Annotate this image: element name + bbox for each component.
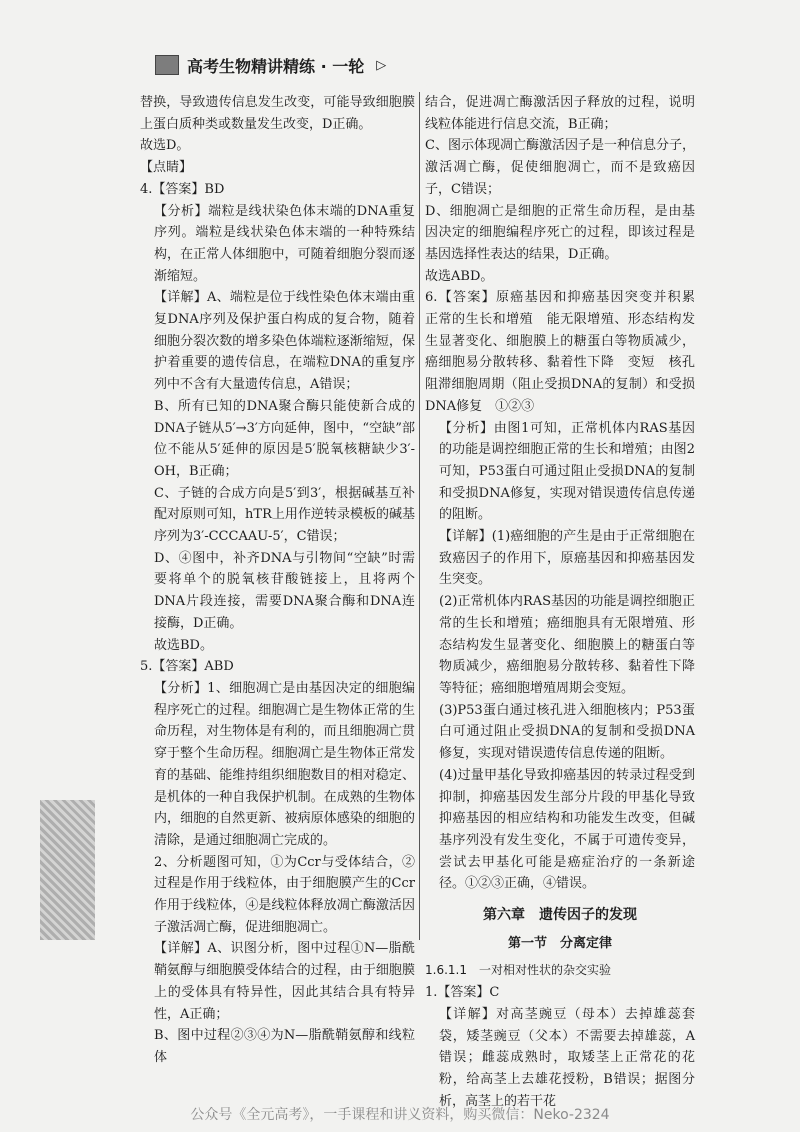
left-paragraph: 故选BD。 [154,637,213,653]
play-icon: ▷ [376,57,387,73]
page-header [155,50,386,80]
header-title: 高考生物精讲精练 · 一轮 [187,56,365,76]
left-paragraph: D、④图中，补齐DNA与引物间“空缺”时需要将单个的脱氧核苷酸链接上，且将两个DNA片段连接，需要DNA聚合酶和DNA连接酶，D正确。 [154,550,415,631]
right-paragraph: (3)P53蛋白通过核孔进入细胞核内；P53蛋白可通过阻止受损DNA的复制和受损DNA修复，实现对错误遗传信息传递的阻断。 [439,702,695,762]
column-divider [419,92,420,940]
left-paragraph: 【详解】A、端粒是位于线性染色体末端由重复DNA序列及保护蛋白构成的复合物，随着细胞分裂次数的增多染色体端粒逐渐缩短，保护着重要的遗传信息，在端粒DNA的重复序列中不含有大量遗传信息，A错误； [154,290,415,393]
footer-watermark: 公众号《全元高考》，一手课程和讲义资料，购买微信：Neko-2324 [190,1107,610,1123]
left-paragraph: 【点睛】 [140,160,193,176]
subsection-title: 1.6.1.1 一对相对性状的杂交实验 [425,963,611,978]
left-paragraph: B、所有已知的DNA聚合酶只能使新合成的DNA子链从5′→3′方向延伸，图中，“空缺”部位不能从5′延伸的原因是5′脱氧核糖缺少3′-OH，B正确； [154,398,415,479]
left-paragraph: C、子链的合成方向是5′到3′，根据碱基互补配对原则可知，hTR上用作逆转录模板的碱基序列为3′-CCCAAU-5′，C错误； [154,485,415,545]
right-paragraph: (4)过量甲基化导致抑癌基因的转录过程受到抑制，抑癌基因发生部分片段的甲基化导致抑癌基因的相应结构和功能发生改变，但碱基序列没有发生变化，不属于可遗传变异，尝试去甲基化可能是癌症治疗的一条新途径。①②③正确，④错误。 [439,767,695,892]
answer-heading: 5.【答案】ABD [140,659,234,675]
left-column [140,92,415,1069]
right-paragraph: 故选ABD。 [425,268,494,284]
right-paragraph: (2)正常机体内RAS基因的功能是调控细胞正常的生长和增殖；癌细胞具有无限增殖、形态结构发生显著变化、细胞膜上的糖蛋白等物质减少，癌细胞易分散转移、黏着性下降等特征；癌细胞增殖周期会变短。 [439,594,695,696]
left-paragraph: 替换，导致遗传信息发生改变，可能导致细胞膜上蛋白质种类或数量发生改变，D正确。 [140,95,415,132]
right-paragraph: 结合，促进凋亡酶激活因子释放的过程，说明线粒体能进行信息交流，B正确； [425,95,695,132]
left-paragraph: 【分析】1、细胞凋亡是由基因决定的细胞编程序死亡的过程。细胞凋亡是生物体正常的生命历程，对生物体是有利的，而且细胞凋亡贯穿于整个生命历程。细胞凋亡是生物体正常发育的基础、能维持组织细胞数目的相对稳定、是机体的一种自我保护机制。在成熟的生物体内，细胞的自然更新、被病原体感染的细胞的清除，是通过细胞凋亡完成的。 [154,680,415,848]
right-paragraph: 【详解】对高茎豌豆（母本）去掉雄蕊套袋，矮茎豌豆（父本）不需要去掉雄蕊，A错误；雌蕊成熟时，取矮茎上正常花的花粉，给高茎上去雄花授粉，B错误；据图分析，高茎上的若干花 [439,1006,695,1109]
answer-heading: 6.【答案】原癌基因和抑癌基因突变并积累 正常的生长和增殖 能无限增殖、形态结构发生显著变化、细胞膜上的糖蛋白等物质减少，癌细胞易分散转移、黏着性下降 变短 核孔 阻滞细胞周期（阻止受损DNA的复制）和受损DNA修复 ①②③ [425,290,709,414]
right-column [425,92,709,1112]
right-paragraph: D、细胞凋亡是细胞的正常生命历程，是由基因决定的细胞编程序死亡的过程，即该过程是基因选择性表达的结果，D正确。 [425,203,695,262]
left-paragraph: 【详解】A、识图分析，图中过程①N—脂酰鞘氨醇与细胞膜受体结合的过程，由于细胞膜上的受体具有特异性，因此其结合具有特异性，A正确； [154,941,415,1022]
answer-heading: 4.【答案】BD [140,181,225,197]
left-paragraph: 【分析】端粒是线状染色体末端的DNA重复序列。端粒是线状染色体末端的一种特殊结构，在正常人体细胞中，可随着细胞分裂而逐渐缩短。 [154,203,415,284]
right-paragraph: C、图示体现凋亡酶激活因子是一种信息分子，激活凋亡酶，促使细胞凋亡，而不是致癌因子，C错误； [425,138,695,197]
right-paragraph: 【分析】由图1可知，正常机体内RAS基因的功能是调控细胞正常的生长和增殖；由图2可知，P53蛋白可通过阻止受损DNA的复制和受损DNA修复，实现对错误遗传信息传递的阻断。 [439,420,695,523]
left-paragraph: B、图中过程②③④为N—脂酰鞘氨醇和线粒体 [154,1028,415,1065]
answer-heading: 1.【答案】C [425,985,500,1001]
left-paragraph: 2、分析题图可知，①为Ccr与受体结合，②过程是作用于线粒体，由于细胞膜产生的Ccr作用于线粒体，④是线粒体释放凋亡酶激活因子激活凋亡酶，促进细胞凋亡。 [154,854,415,935]
right-paragraph: 【详解】(1)癌细胞的产生是由于正常细胞在致癌因子的作用下，原癌基因和抑癌基因发生突变。 [439,529,695,588]
book-logo-icon [155,55,179,75]
section-title: 第一节 分离定律 [507,935,612,951]
chapter-title: 第六章 遗传因子的发现 [483,907,637,924]
left-paragraph: 故选D。 [140,138,190,154]
scan-artifact [40,800,95,940]
